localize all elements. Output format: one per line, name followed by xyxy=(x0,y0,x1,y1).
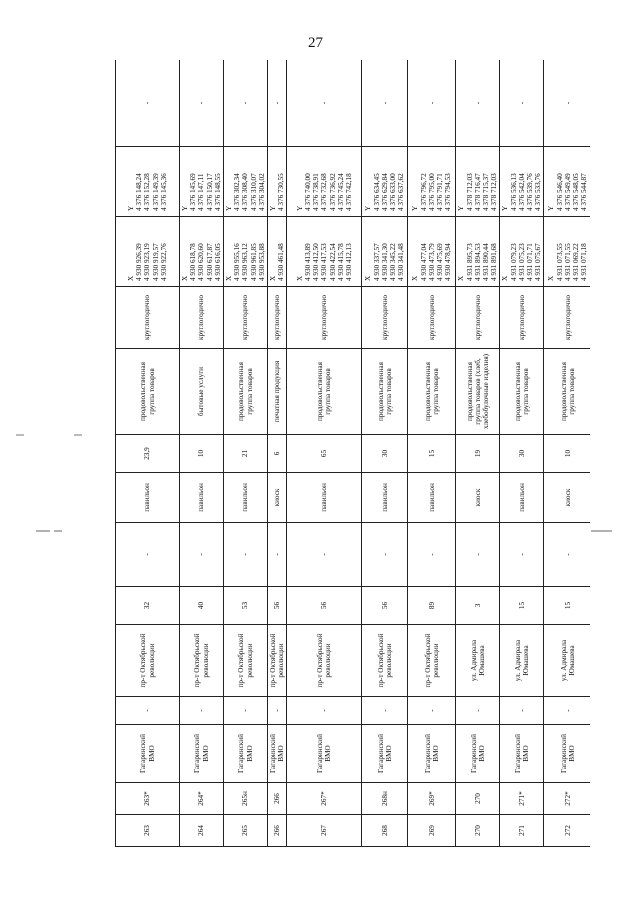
empty-cell: - xyxy=(224,60,268,147)
coord-x-values: X 4 930 926,39 4 930 923,19 4 930 919,57 4 930 922,76 xyxy=(126,243,168,281)
coord-x-values: X 4 931 079,23 4 931 075,23 4 931 071,71 4 931 075,67 xyxy=(501,243,543,281)
row-number-cell: 271 xyxy=(500,815,544,847)
specialization-cell: продовольственная группа товаров (хлеб, хлебобулочные изделия) xyxy=(456,349,500,435)
coord-y-values: Y 4 376 634,45 4 376 629,84 4 376 633,00 4 376 637,62 xyxy=(364,173,406,211)
page-number: 27 xyxy=(308,35,323,51)
district-cell: Гагаринский ВМО xyxy=(224,725,268,783)
coord-x-values: X 4 930 477,04 4 930 473,79 4 930 475,69 4 930 478,94 xyxy=(411,243,453,281)
empty-cell: - xyxy=(500,60,544,147)
district-cell: Гагаринский ВМО xyxy=(268,725,287,783)
district-cell: Гагаринский ВМО xyxy=(500,725,544,783)
object-code-cell: 264* xyxy=(180,783,224,815)
area-cell: 21 xyxy=(224,435,268,473)
table-row xyxy=(268,60,287,847)
coord-x-cell xyxy=(287,217,362,287)
empty-cell: - xyxy=(500,523,544,587)
object-type-cell: павильон xyxy=(116,473,180,523)
table-row xyxy=(500,60,544,847)
coord-x-values: X 4 930 618,78 4 930 620,60 4 930 617,87 4 930 616,05 xyxy=(181,243,222,281)
district-cell: Гагаринский ВМО xyxy=(287,725,362,783)
coord-x-cell xyxy=(362,217,408,287)
row-number-cell: 268 xyxy=(362,815,408,847)
empty-cell: - xyxy=(287,697,362,725)
house-number-cell: 40 xyxy=(180,587,224,625)
coord-y-cell xyxy=(180,147,224,217)
table-row xyxy=(544,60,590,847)
empty-cell: - xyxy=(456,697,500,725)
object-code-cell: 265н xyxy=(224,783,268,815)
period-cell: круглогодично xyxy=(500,287,544,349)
object-type-cell: киоск xyxy=(456,473,500,523)
row-number-cell: 266 xyxy=(268,815,287,847)
coord-x-values: X 4 931 073,55 4 931 071,55 4 931 069,22 4 931 071,18 xyxy=(547,243,589,281)
empty-cell: - xyxy=(224,523,268,587)
period-cell: круглогодично xyxy=(287,287,362,349)
row-number-cell: 269 xyxy=(408,815,456,847)
period-cell: круглогодично xyxy=(408,287,456,349)
object-type-cell: павильон xyxy=(180,473,224,523)
street-cell: пр-т Октябрьской революции xyxy=(116,625,180,697)
area-cell: 15 xyxy=(408,435,456,473)
trade-objects-table xyxy=(115,60,590,847)
coord-y-values: Y 4 376 796,72 4 376 795,00 4 376 791,71 4 376 794,53 xyxy=(411,173,453,211)
house-number-cell: 32 xyxy=(116,587,180,625)
empty-cell: - xyxy=(362,523,408,587)
table-row xyxy=(408,60,456,847)
coord-x-cell xyxy=(116,217,180,287)
street-cell: пр-т Октябрьской революции xyxy=(180,625,224,697)
empty-cell: - xyxy=(408,523,456,587)
specialization-cell: бытовые услуги xyxy=(180,349,224,435)
specialization-cell: продовольственная группа товаров xyxy=(287,349,362,435)
street-cell: пр-т Октябрьской революции xyxy=(362,625,408,697)
district-cell: Гагаринский ВМО xyxy=(116,725,180,783)
empty-cell: - xyxy=(116,523,180,587)
coord-x-cell xyxy=(500,217,544,287)
coord-x-values: X 4 930 337,57 4 930 341,30 4 930 345,22 4 930 341,48 xyxy=(364,243,406,281)
street-cell: пр-т Октябрьской революции xyxy=(287,625,362,697)
coord-y-values: Y 4 376 740,00 4 376 738,91 4 376 732,68 4 376 736,92 4 376 745,24 4 376 742,18 xyxy=(295,173,353,211)
period-cell: круглогодично xyxy=(544,287,590,349)
empty-cell: - xyxy=(268,523,287,587)
row-number-cell: 265 xyxy=(224,815,268,847)
coord-y-values: Y 4 376 546,40 4 376 549,49 4 376 548,05 4 376 544,87 xyxy=(547,173,589,211)
area-cell: 10 xyxy=(180,435,224,473)
house-number-cell: 15 xyxy=(500,587,544,625)
coord-x-values: X 4 931 895,73 4 931 894,53 4 931 890,44 4 931 891,68 xyxy=(457,243,499,281)
coord-y-cell xyxy=(456,147,500,217)
house-number-cell: 56 xyxy=(287,587,362,625)
empty-cell: - xyxy=(116,60,180,147)
coord-y-cell xyxy=(116,147,180,217)
house-number-cell: 89 xyxy=(408,587,456,625)
specialization-cell: продовольственная группа товаров xyxy=(544,349,590,435)
coord-x-cell xyxy=(268,217,287,287)
period-cell: круглогодично xyxy=(456,287,500,349)
house-number-cell: 15 xyxy=(544,587,590,625)
rotated-table-frame xyxy=(115,60,590,847)
street-cell: ул. Адмирала Юмашева xyxy=(456,625,500,697)
coord-y-values: Y 4 378 712,03 4 378 716,47 4 378 715,37 4 378 712,03 xyxy=(457,173,499,211)
area-cell: 30 xyxy=(362,435,408,473)
empty-cell: - xyxy=(500,697,544,725)
coord-x-values: X 4 930 461,48 xyxy=(269,243,286,281)
empty-cell: - xyxy=(180,523,224,587)
object-code-cell: 266 xyxy=(268,783,287,815)
district-cell: Гагаринский ВМО xyxy=(180,725,224,783)
empty-cell: - xyxy=(362,697,408,725)
area-cell: 19 xyxy=(456,435,500,473)
specialization-cell: печатная продукция xyxy=(268,349,287,435)
district-cell: Гагаринский ВМО xyxy=(408,725,456,783)
house-number-cell: 56 xyxy=(362,587,408,625)
coord-x-cell xyxy=(456,217,500,287)
street-cell: пр-т Октябрьской революции xyxy=(408,625,456,697)
period-cell: круглогодично xyxy=(180,287,224,349)
object-code-cell: 271* xyxy=(500,783,544,815)
object-code-cell: 272* xyxy=(544,783,590,815)
empty-cell: - xyxy=(544,60,590,147)
area-cell: 65 xyxy=(287,435,362,473)
row-number-cell: 272 xyxy=(544,815,590,847)
object-type-cell: павильон xyxy=(500,473,544,523)
district-cell: Гагаринский ВМО xyxy=(456,725,500,783)
area-cell: 23,9 xyxy=(116,435,180,473)
object-type-cell: павильон xyxy=(287,473,362,523)
coord-y-values: Y 4 376 302,34 4 376 308,40 4 376 310,07 4 376 304,02 xyxy=(225,173,266,211)
object-type-cell: павильон xyxy=(362,473,408,523)
empty-cell: - xyxy=(116,697,180,725)
coord-x-cell xyxy=(180,217,224,287)
coord-y-cell xyxy=(500,147,544,217)
coord-y-values: Y 4 376 148,24 4 376 152,28 4 376 149,39 4 376 145,36 xyxy=(126,173,168,211)
period-cell: круглогодично xyxy=(116,287,180,349)
object-code-cell: 267* xyxy=(287,783,362,815)
house-number-cell: 56 xyxy=(268,587,287,625)
object-code-cell: 263* xyxy=(116,783,180,815)
coord-y-cell xyxy=(268,147,287,217)
object-type-cell: киоск xyxy=(268,473,287,523)
row-number-cell: 264 xyxy=(180,815,224,847)
empty-cell: - xyxy=(268,697,287,725)
coord-y-cell xyxy=(224,147,268,217)
specialization-cell: продовольственная группа товаров xyxy=(500,349,544,435)
coord-x-values: X 4 930 955,16 4 930 963,12 4 930 961,85 4 930 953,88 xyxy=(225,243,266,281)
coord-x-values: X 4 930 413,89 4 930 412,50 4 930 417,53 4 930 422,54 4 930 415,78 4 930 412,13 xyxy=(295,243,353,281)
object-type-cell: павильон xyxy=(224,473,268,523)
table-row xyxy=(180,60,224,847)
table-body xyxy=(116,60,591,847)
empty-cell: - xyxy=(456,60,500,147)
empty-cell: - xyxy=(544,697,590,725)
street-cell: ул. Адмирала Юмашева xyxy=(500,625,544,697)
coord-y-cell xyxy=(544,147,590,217)
area-cell: 30 xyxy=(500,435,544,473)
specialization-cell: продовольственная группа товаров xyxy=(362,349,408,435)
specialization-cell: продовольственная группа товаров xyxy=(408,349,456,435)
rotated-table xyxy=(115,60,590,847)
specialization-cell: продовольственная группа товаров xyxy=(116,349,180,435)
period-cell: круглогодично xyxy=(362,287,408,349)
table-row xyxy=(287,60,362,847)
house-number-cell: 53 xyxy=(224,587,268,625)
coord-x-cell xyxy=(408,217,456,287)
empty-cell: - xyxy=(408,697,456,725)
coord-y-cell xyxy=(408,147,456,217)
table-row xyxy=(116,60,180,847)
empty-cell: - xyxy=(456,523,500,587)
coord-x-cell xyxy=(544,217,590,287)
coord-y-values: Y 4 376 536,13 4 376 542,04 4 376 539,76 4 376 533,76 xyxy=(501,173,543,211)
area-cell: 6 xyxy=(268,435,287,473)
empty-cell: - xyxy=(180,60,224,147)
coord-y-values: Y 4 376 730,55 xyxy=(269,173,286,211)
coord-x-cell xyxy=(224,217,268,287)
street-cell: пр-т Октябрьской революции xyxy=(224,625,268,697)
object-type-cell: павильон xyxy=(408,473,456,523)
object-type-cell: киоск xyxy=(544,473,590,523)
object-code-cell: 270 xyxy=(456,783,500,815)
row-number-cell: 267 xyxy=(287,815,362,847)
district-cell: Гагаринский ВМО xyxy=(544,725,590,783)
specialization-cell: продовольственная группа товаров xyxy=(224,349,268,435)
empty-cell: - xyxy=(180,697,224,725)
row-number-cell: 263 xyxy=(116,815,180,847)
empty-cell: - xyxy=(362,60,408,147)
empty-cell: - xyxy=(287,60,362,147)
empty-cell: - xyxy=(408,60,456,147)
period-cell: круглогодично xyxy=(224,287,268,349)
object-code-cell: 268н xyxy=(362,783,408,815)
house-number-cell: 3 xyxy=(456,587,500,625)
coord-y-cell xyxy=(287,147,362,217)
empty-cell: - xyxy=(224,697,268,725)
coord-y-cell xyxy=(362,147,408,217)
empty-cell: - xyxy=(544,523,590,587)
table-row xyxy=(456,60,500,847)
period-cell: круглогодично xyxy=(268,287,287,349)
street-cell: пр-т Октябрьской революции xyxy=(268,625,287,697)
empty-cell: - xyxy=(287,523,362,587)
table-row xyxy=(224,60,268,847)
area-cell: 10 xyxy=(544,435,590,473)
district-cell: Гагаринский ВМО xyxy=(362,725,408,783)
coord-y-values: Y 4 376 145,69 4 376 147,11 4 376 150,17 4 376 148,55 xyxy=(181,173,222,211)
street-cell: ул. Адмирала Юмашева xyxy=(544,625,590,697)
row-number-cell: 270 xyxy=(456,815,500,847)
table-row xyxy=(362,60,408,847)
object-code-cell: 269* xyxy=(408,783,456,815)
empty-cell: - xyxy=(268,60,287,147)
